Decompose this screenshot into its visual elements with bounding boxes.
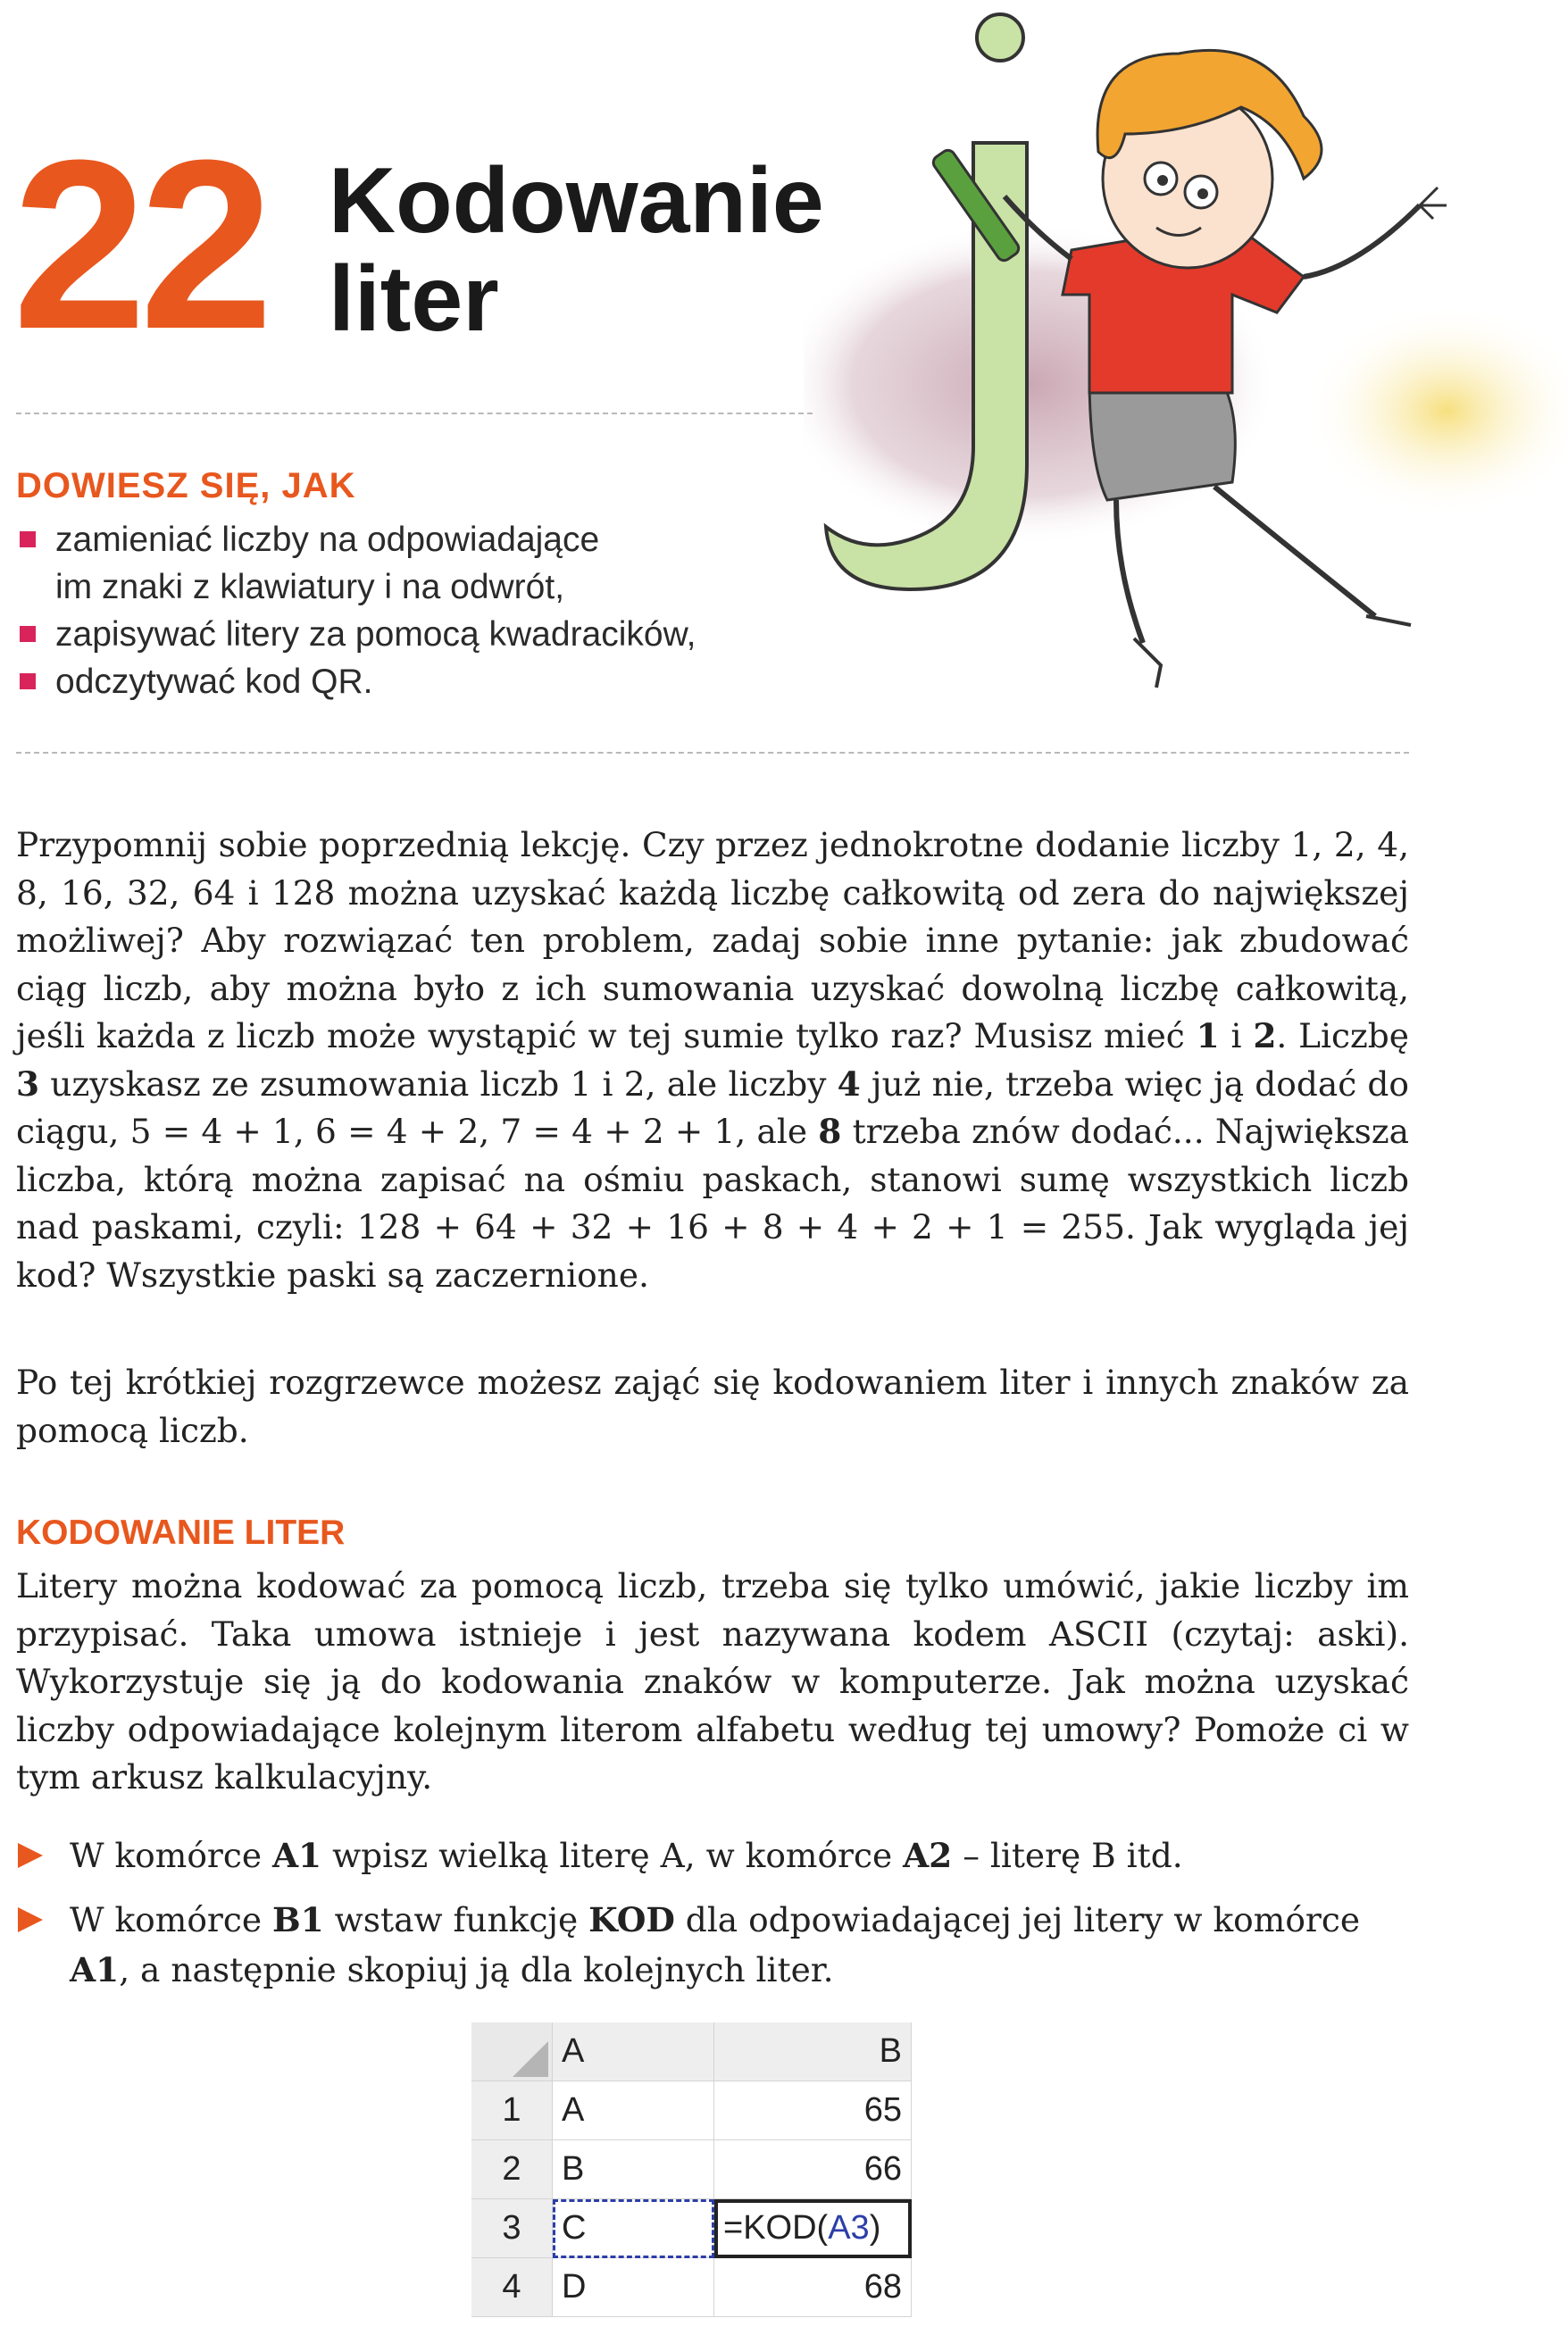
learn-item-text: im znaki z klawiatury i na odwrót, (55, 568, 565, 606)
arrow-right-icon (18, 1907, 43, 1932)
warmup-paragraph: Po tej krótkiej rozgrzewce możesz zająć się kodowaniem liter i innych znaków za pomocą liczb. (16, 1363, 1409, 1450)
cell-b: 68 (714, 2258, 912, 2317)
chapter-title (329, 149, 824, 351)
row-header: 4 (471, 2258, 553, 2317)
corner-triangle-icon (513, 2041, 548, 2077)
column-header-a: A (553, 2022, 714, 2081)
cell-b: 66 (714, 2140, 912, 2199)
divider-bottom (16, 752, 1409, 754)
learn-item-text: odczytywać kod QR. (55, 663, 373, 701)
text-run: – literę B itd. (952, 1836, 1183, 1875)
divider-top (16, 413, 813, 414)
bold-term: A2 (903, 1836, 953, 1875)
formula-text: ) (869, 2209, 881, 2247)
learn-item (16, 658, 696, 705)
row-header: 2 (471, 2140, 553, 2199)
formula-text: =KOD( (723, 2209, 829, 2247)
text-run: W komórce (70, 1836, 272, 1875)
bold-number: 8 (818, 1112, 842, 1151)
bold-term: A1 (271, 1836, 322, 1875)
text-run: Przypomnij sobie poprzednią lekcję. Czy przez jednokrotne dodanie liczby 1, 2, 4, 8, 16, 32, 64 i 128 można uzyskać każdą liczbę całkowitą od zera do największej możliwej? Aby rozwiązać ten problem, zadaj sobie inne pytanie: jak zbudować ciąg liczb, aby można było z ich sumowania uzyskać dowolną liczbę całkowitą, jeśli każda z liczb może wystąpić w tej sumie tylko raz? Musisz mieć (16, 825, 1409, 1055)
text-run: wpisz wielką literę A, w komórce (321, 1836, 904, 1875)
text-run: już nie, trzeba więc ją dodać do ciągu, 5 = 4 + 1, 6 = 4 + 2, 7 = 4 + 2 + 1, ale (16, 1063, 1409, 1151)
learn-item-text: zapisywać litery za pomocą kwadracików, (55, 615, 696, 654)
learn-list (16, 516, 696, 705)
cell-a-referenced: C (553, 2199, 714, 2258)
bullet-square-icon (20, 673, 36, 689)
section-paragraph: Litery można kodować za pomocą liczb, trzeba się tylko umówić, jakie liczby im przypisać. Taka umowa istnieje i jest nazywana kodem ASCII (czytaj: aski). Wykorzystuje się ją do kodowania znaków w komputerze. Jak można uzyskać liczby odpowiadające kolejnym literom alfabetu według tej umowy? Pomoże ci w tym arkusz kalkulacyjny. (16, 1566, 1409, 1797)
table-row (471, 2199, 912, 2258)
table-row (471, 2258, 912, 2317)
bold-number: 3 (16, 1063, 40, 1104)
title-line-2: liter (329, 247, 499, 351)
boy-painting-letter-j-illustration (804, 0, 1568, 714)
bullet-square-icon (20, 626, 36, 642)
column-header-b: B (714, 2022, 912, 2081)
intro-paragraph (16, 821, 1409, 1299)
arrow-right-icon (18, 1843, 43, 1868)
bold-term: B1 (271, 1900, 324, 1939)
learn-heading: DOWIESZ SIĘ, JAK (16, 466, 356, 505)
cell-a: A (553, 2081, 714, 2140)
title-line-1: Kodowanie (329, 149, 824, 253)
bold-term: A1 (70, 1950, 120, 1989)
text-run: trzeba znów dodać... Największa liczba, którą można zapisać na ośmiu paskach, stanowi sumę wszystkich liczb nad paskami, czyli: 128 + 64 + 32 + 16 + 8 + 4 + 2 + 1 = 255. Jak wygląda jej kod? Wszystkie paski są zaczernione. (16, 1112, 1409, 1295)
step-item (16, 1830, 1409, 1881)
cell-a: B (553, 2140, 714, 2199)
cell-a: D (553, 2258, 714, 2317)
section-heading: KODOWANIE LITER (16, 1514, 346, 1552)
select-all-corner (471, 2022, 553, 2081)
table-row (471, 2081, 912, 2140)
chapter-number: 22 (13, 111, 267, 379)
step-item (16, 1895, 1409, 1995)
learn-item-text: zamieniać liczby na odpowiadające (55, 521, 600, 559)
column-header-row (471, 2022, 912, 2081)
text-run: dla odpowiadającej jej litery w komórce (674, 1900, 1361, 1939)
bold-number: 1 (1196, 1016, 1220, 1055)
cell-b: 65 (714, 2081, 912, 2140)
text-run: , a następnie skopiuj ją dla kolejnych liter. (119, 1950, 834, 1989)
cell-b-active-formula (714, 2199, 912, 2258)
text-run: wstaw funkcję (323, 1900, 589, 1939)
steps-list (16, 1830, 1409, 2009)
bold-number: 2 (1253, 1016, 1277, 1055)
row-header: 3 (471, 2199, 553, 2258)
bullet-square-icon (20, 531, 36, 547)
formula-reference: A3 (828, 2209, 870, 2247)
bold-number: 4 (837, 1063, 861, 1104)
text-run: uzyskasz ze zsumowania liczb 1 i 2, ale liczby (39, 1063, 838, 1104)
learn-item (16, 516, 696, 611)
row-header: 1 (471, 2081, 553, 2140)
text-run: i (1219, 1016, 1254, 1055)
text-run: . Liczbę (1276, 1016, 1409, 1055)
learn-item (16, 611, 696, 658)
spreadsheet-example (471, 2022, 912, 2317)
bold-term: KOD (588, 1900, 675, 1939)
table-row (471, 2140, 912, 2199)
text-run: W komórce (70, 1900, 272, 1939)
